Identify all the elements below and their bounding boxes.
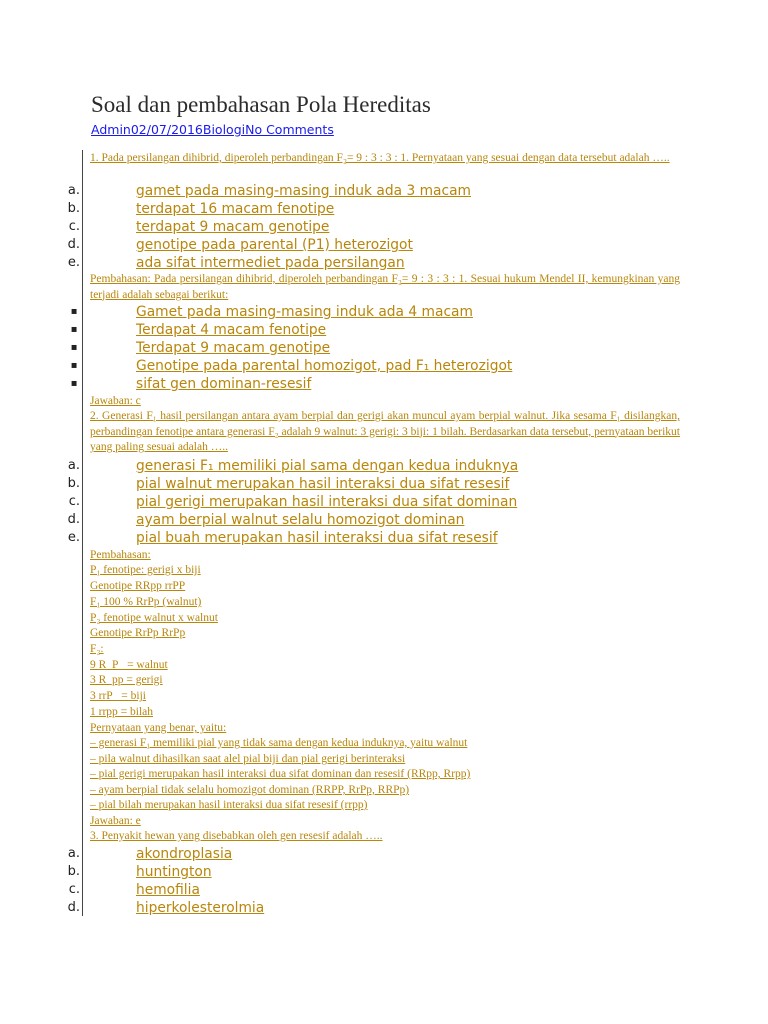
question-1-text: 1. Pada persilangan dihibrid, diperoleh perbandingan F₂= 9 : 3 : 3 : 1. Pernyataan yang sesuai dengan data tersebut adalah ….. <box>90 152 670 164</box>
q2-discussion-line: – pial bilah merupakan hasil interaksi dua sifat resesif (rrpp) <box>90 799 368 811</box>
q1-point <box>0 375 768 393</box>
q2-answer: Jawaban: e <box>90 815 141 827</box>
q2-discussion-line: Genotipe RRpp rrPP <box>90 580 186 592</box>
q1-point <box>0 357 768 375</box>
bullet-marker: ▪ <box>70 342 78 353</box>
q2-discussion-line: 3 rrP_ = biji <box>90 690 147 702</box>
option-marker: a. <box>67 458 80 473</box>
q1-point <box>0 321 768 339</box>
q2-discussion-line: – pial gerigi merupakan hasil interaksi dua sifat dominan dan resesif (RRpp, Rrpp) <box>90 768 471 780</box>
q3-option-a <box>0 845 768 863</box>
q2-discussion-line: F₁ 100 % RrPp (walnut) <box>90 596 202 608</box>
bullet-marker: ▪ <box>70 324 78 335</box>
bullet-marker: ▪ <box>70 306 78 317</box>
option-text[interactable]: pial buah merupakan hasil interaksi dua sifat resesif <box>136 530 498 546</box>
option-text[interactable]: ada sifat intermediet pada persilangan <box>136 255 405 271</box>
point-text[interactable]: Genotipe pada parental homozigot, pad F₁ heterozigot <box>136 358 513 374</box>
q2-option-c <box>0 493 768 511</box>
bullet-marker: ▪ <box>70 360 78 371</box>
option-text[interactable]: akondroplasia <box>136 846 233 862</box>
q2-discussion-line: Genotipe RrPp RrPp <box>90 627 186 639</box>
q3-option-d <box>0 899 768 917</box>
q2-discussion-line: 1 rrpp = bilah <box>90 706 154 718</box>
point-text[interactable]: sifat gen dominan-resesif <box>136 376 312 392</box>
q1-point <box>0 339 768 357</box>
option-text[interactable]: pial gerigi merupakan hasil interaksi dua sifat dominan <box>136 494 518 510</box>
point-text[interactable]: Gamet pada masing-masing induk ada 4 macam <box>136 304 473 320</box>
option-marker: c. <box>68 494 80 509</box>
option-marker: e. <box>67 530 80 545</box>
q2-discussion-line: Pernyataan yang benar, yaitu: <box>90 722 227 734</box>
q1-option-b <box>0 200 768 218</box>
q2-discussion-line: 3 R_pp = gerigi <box>90 674 163 686</box>
option-marker: b. <box>67 476 80 491</box>
option-marker: b. <box>67 201 80 216</box>
q1-discussion: Pembahasan: Pada persilangan dihibrid, diperoleh perbandingan F₂= 9 : 3 : 3 : 1. Sesuai hukum Mendel II, kemungkinan yang terjadi adalah sebagai berikut: <box>90 273 680 301</box>
q2-discussion-line: P₂ fenotipe walnut x walnut <box>90 612 218 624</box>
q2-discussion-line: – generasi F₁ memiliki pial yang tidak sama dengan kedua induknya, yaitu walnut <box>90 737 468 749</box>
option-text[interactable]: hiperkolesterolmia <box>136 900 265 916</box>
option-marker: a. <box>67 183 80 198</box>
q2-option-a <box>0 457 768 475</box>
q1-option-e <box>0 254 768 272</box>
page-title: Soal dan pembahasan Pola Hereditas <box>91 92 431 117</box>
q3-option-b <box>0 863 768 881</box>
q2-option-d <box>0 511 768 529</box>
bullet-marker: ▪ <box>70 378 78 389</box>
point-text[interactable]: Terdapat 9 macam genotipe <box>136 340 331 356</box>
option-text[interactable]: pial walnut merupakan hasil interaksi dua sifat resesif <box>136 476 510 492</box>
option-marker: b. <box>67 864 80 879</box>
q2-discussion-line: – pila walnut dihasilkan saat alel pial biji dan pial gerigi berinteraksi <box>90 753 406 765</box>
option-marker: d. <box>67 900 80 915</box>
q1-point <box>0 303 768 321</box>
option-text[interactable]: huntington <box>136 864 212 880</box>
option-text[interactable]: gamet pada masing-masing induk ada 3 macam <box>136 183 471 199</box>
q1-answer: Jawaban: c <box>90 395 141 407</box>
q2-discussion-heading: Pembahasan: <box>90 549 151 561</box>
q1-option-d <box>0 236 768 254</box>
q2-discussion-line: P₁ fenotipe: gerigi x biji <box>90 564 201 576</box>
option-marker: a. <box>67 846 80 861</box>
q1-option-a <box>0 182 768 200</box>
option-marker: e. <box>67 255 80 270</box>
question-2-text: 2. Generasi F₁ hasil persilangan antara ayam berpial dan gerigi akan muncul ayam berpial walnut. Jika sesama F₁ disilangkan, perbandingan fenotipe antara generasi F₂ adalah 9 walnut: 3 gerigi: 3 biji: 1 bilah. Berdasarkan data tersebut, pernyataan berikut yang paling sesuai adalah ….. <box>90 410 680 453</box>
option-text[interactable]: generasi F₁ memiliki pial sama dengan kedua induknya <box>136 458 519 474</box>
point-text[interactable]: Terdapat 4 macam fenotipe <box>136 322 327 338</box>
q1-option-c <box>0 218 768 236</box>
option-marker: c. <box>68 882 80 897</box>
option-marker: c. <box>68 219 80 234</box>
option-text[interactable]: terdapat 16 macam fenotipe <box>136 201 335 217</box>
q2-discussion-line: – ayam berpial tidak selalu homozigot dominan (RRPP, RrPp, RRPp) <box>90 784 410 796</box>
option-text[interactable]: genotipe pada parental (P1) heterozigot <box>136 237 413 253</box>
q2-option-b <box>0 475 768 493</box>
option-text[interactable]: ayam berpial walnut selalu homozigot dominan <box>136 512 465 528</box>
q2-option-e <box>0 529 768 547</box>
q3-option-c <box>0 881 768 899</box>
q2-discussion-line: 9 R_P_ = walnut <box>90 659 168 671</box>
option-marker: d. <box>67 237 80 252</box>
post-meta-link[interactable]: Admin02/07/2016BiologiNo Comments <box>91 122 334 137</box>
option-marker: d. <box>67 512 80 527</box>
option-text[interactable]: terdapat 9 macam genotipe <box>136 219 330 235</box>
option-text[interactable]: hemofilia <box>136 882 200 898</box>
question-3-text: 3. Penyakit hewan yang disebabkan oleh gen resesif adalah ….. <box>90 830 383 842</box>
q2-discussion-line: F₂: <box>90 643 104 655</box>
